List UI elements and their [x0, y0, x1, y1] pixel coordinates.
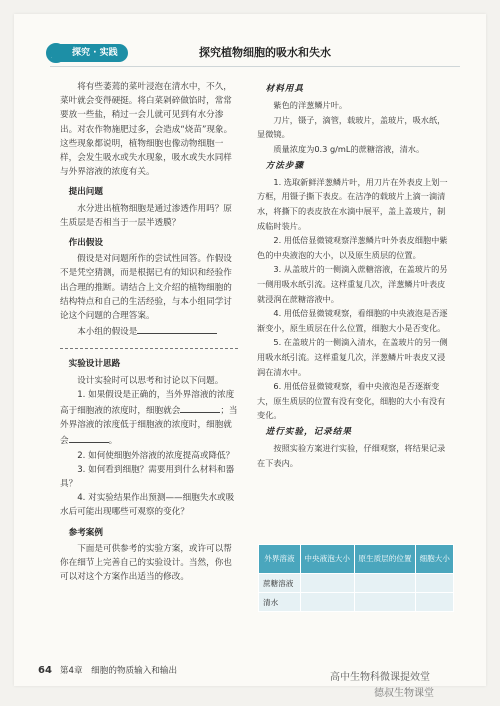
- table-header: 中央液泡大小: [300, 545, 354, 574]
- table-header: 外界溶液: [259, 545, 301, 574]
- table-row: [259, 593, 454, 612]
- table-cell: 蔗糖溶液: [259, 574, 301, 593]
- step-5: 5. 在盖玻片的一侧滴入清水，在盖玻片的另一侧用吸水纸引流。这样重复几次，洋葱鳞片叶表皮又浸润在清水中。: [257, 337, 448, 377]
- q1-blank-2[interactable]: [69, 432, 109, 443]
- table-header: 原生质层的位置: [354, 545, 416, 574]
- design-q1: 1. 如果假设是正确的，当外界溶液的浓度高于细胞液的浓度时，细胞就会 ；当外界溶液的浓度低于细胞液的浓度时，细胞就会 。: [60, 389, 238, 447]
- design-q4: 4. 对实验结果作出预测——细胞失水或吸水后可能出现哪些可观察的变化？: [60, 493, 235, 518]
- right-column: [257, 80, 453, 470]
- materials-2: 刀片，镊子，滴管，载玻片，盖玻片，吸水纸，显微镜。: [257, 114, 446, 140]
- watermark-line-2: 德叔生物课堂: [374, 688, 434, 699]
- design-q2: 2. 如何使细胞外溶液的浓度提高或降低？: [77, 450, 235, 461]
- table-cell: 清水: [259, 593, 301, 612]
- materials-1: 紫色的洋葱鳞片叶。: [273, 100, 348, 111]
- question-heading: 提出问题: [68, 187, 103, 198]
- chapter-label: 第4章 细胞的物质输入和输出: [59, 666, 178, 676]
- steps-heading: 方法步骤: [265, 160, 304, 171]
- table-row: [259, 574, 454, 593]
- hypothesis-heading: 作出假设: [68, 238, 103, 249]
- table-cell[interactable]: [354, 574, 416, 593]
- q1-blank-1[interactable]: [180, 402, 220, 413]
- results-table: [258, 544, 454, 612]
- materials-3: 质量浓度为0.3 g/mL的蔗糖溶液，清水。: [273, 143, 425, 154]
- question-text: 水分进出植物细胞是通过渗透作用吗？原生质层是否相当于一层半透膜？: [60, 203, 232, 228]
- table-cell[interactable]: [354, 593, 416, 612]
- reference-heading: 参考案例: [68, 527, 103, 538]
- watermark-line-1: 高中生物科微课提效堂: [330, 672, 430, 683]
- step-4: 4. 用低倍显微镜观察，看细胞的中央液泡是否逐渐变小，原生质层在什么位置，细胞大小是否变化。: [257, 308, 448, 333]
- hypothesis-line: 本小组的假设是: [60, 323, 238, 339]
- section-badge: 探究 · 实践: [50, 44, 128, 62]
- table-cell[interactable]: [300, 593, 354, 612]
- intro-text: 将有些萎蔫的菜叶浸泡在清水中，不久，菜叶就会变得硬挺。将白菜剁碎做馅时，常常要放一些盐，稍过一会儿就可见到有水分渗出。对农作物施肥过多，会造成“烧苗”现象。这些现象都说明，植物细胞也像动物细胞一样，会发生吸水或失水现象，吸水或失水同样与外界溶液的浓度有关。: [60, 82, 233, 178]
- table-header-row: [259, 545, 454, 574]
- hypothesis-text: 假设是对问题所作的尝试性回答。作假设不是凭空猜测，而是根据已有的知识和经验作出合理的推断。请结合上文介绍的植物细胞的结构特点和自己的生活经验，与本小组同学讨论这个问题的合理答案。: [60, 254, 232, 322]
- experiment-heading: 进行实验，记录结果: [265, 426, 352, 437]
- left-column: [60, 80, 238, 585]
- design-heading: 实验设计思路: [68, 359, 121, 370]
- reference-text: 下面是可供参考的实验方案，或许可以帮你在细节上完善自己的实验设计。当然，你也可以对这个方案作出适当的修改。: [60, 543, 232, 583]
- page-number: 64: [38, 665, 52, 676]
- step-3: 3. 从盖玻片的一侧滴入蔗糖溶液，在盖玻片的另一侧用吸水纸引流。这样重复几次，洋葱鳞片叶表皮就浸润在蔗糖溶液中。: [257, 264, 448, 304]
- divider: [50, 66, 460, 67]
- step-6: 6. 用低倍显微镜观察，看中央液泡是否逐渐变大，原生质层的位置有没有变化，细胞的大小有没有变化。: [257, 381, 446, 421]
- table-header: 细胞大小: [416, 545, 454, 574]
- table-cell[interactable]: [300, 574, 354, 593]
- hypothesis-blank[interactable]: [137, 323, 217, 334]
- page-footer: [38, 664, 177, 676]
- table-cell[interactable]: [416, 574, 454, 593]
- design-q3: 3. 如何看到细胞？需要用到什么材料和器具？: [60, 464, 235, 490]
- dotted-divider: [60, 343, 238, 349]
- design-text: 设计实验时可以思考和讨论以下问题。: [77, 375, 224, 386]
- table-cell[interactable]: [416, 593, 454, 612]
- experiment-text: 按照实验方案进行实验，仔细观察，将结果记录在下表内。: [257, 443, 446, 468]
- page-title: 探究植物细胞的吸水和失水: [199, 46, 331, 59]
- step-1: 1. 选取新鲜洋葱鳞片叶，用刀片在外表皮上划一方框，用镊子撕下表皮。在洁净的载玻片上滴一滴清水，将撕下的表皮放在水滴中展平，盖上盖玻片，制成临时装片。: [257, 176, 448, 231]
- materials-heading: 材料用具: [265, 84, 304, 94]
- step-2: 2. 用低倍显微镜观察洋葱鳞片叶外表皮细胞中紫色的中央液泡的大小，以及原生质层的位置。: [257, 235, 448, 260]
